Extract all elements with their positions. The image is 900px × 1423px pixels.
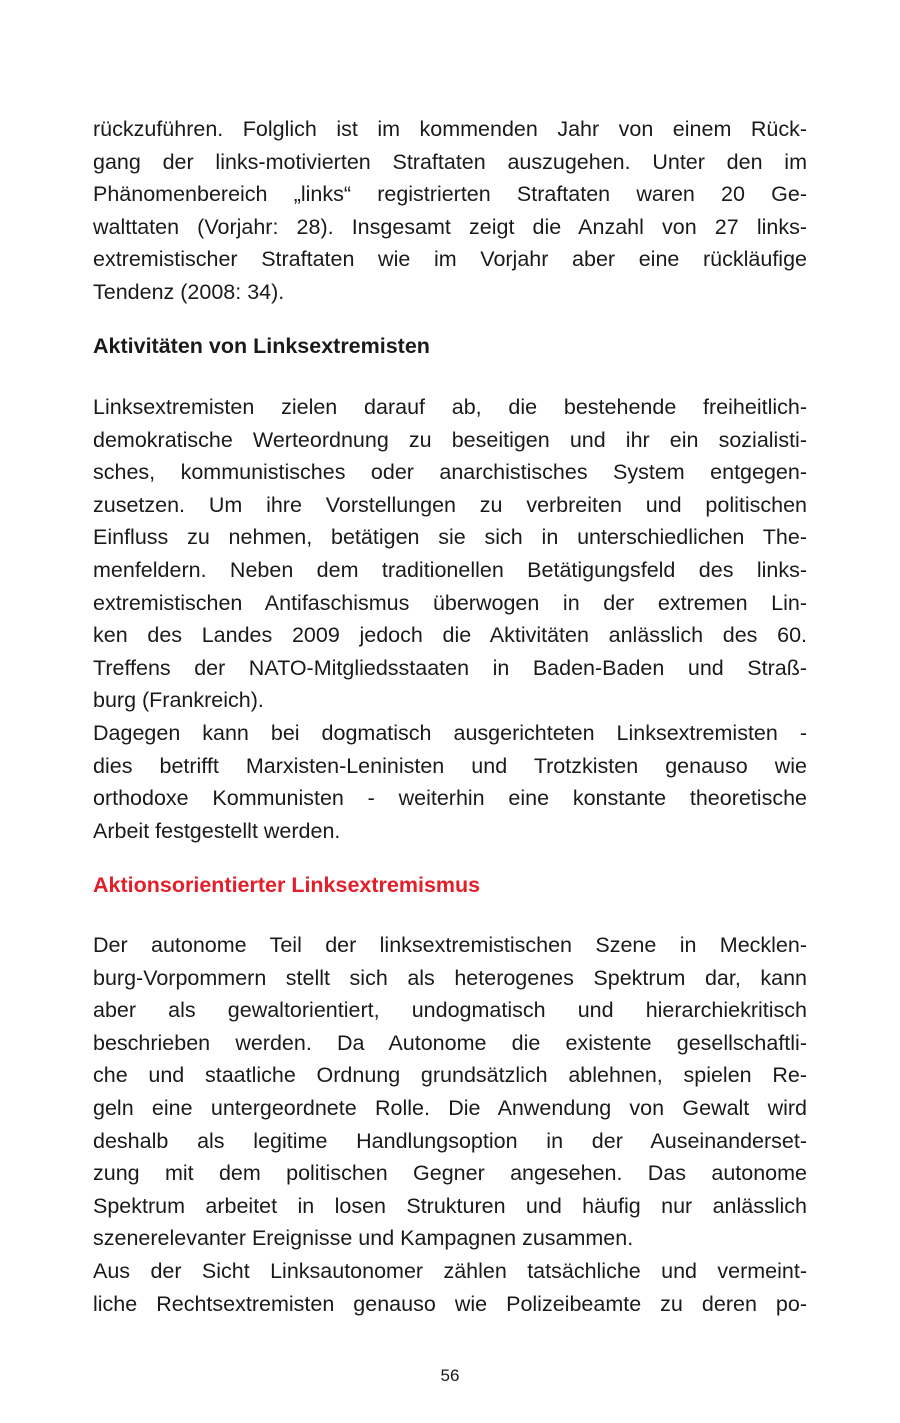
text-line: extremistischer Straftaten wie im Vorjahr aber eine rückläufige [93,247,807,272]
text-line: Phänomenbereich „links“ registrierten Straftaten waren 20 Ge- [93,182,807,207]
text-line: Treffens der NATO-Mitgliedsstaaten in Baden-Baden und Straß- [93,655,807,680]
text-line: menfeldern. Neben dem traditionellen Betätigungsfeld des links- [93,557,807,582]
text-line: burg (Frankreich). [93,688,264,713]
text-line: szenerelevanter Ereignisse und Kampagnen zusammen. [93,1226,634,1251]
text-line: Einfluss zu nehmen, betätigen sie sich in unterschiedlichen The- [93,525,807,550]
text-line: orthodoxe Kommunisten - weiterhin eine konstante theoretische [93,786,807,811]
text-line: sches, kommunistisches oder anarchistisches System entgegen- [93,460,807,485]
text-line: Aus der Sicht Linksautonomer zählen tatsächliche und vermeint- [93,1258,807,1283]
text-line: rückzuführen. Folglich ist im kommenden Jahr von einem Rück- [93,117,807,141]
text-line: Spektrum arbeitet in losen Strukturen und häufig nur anlässlich [93,1193,807,1218]
page-number: 56 [440,1366,460,1385]
text-line: Tendenz (2008: 34). [93,279,285,304]
text-line: aber als gewaltorientiert, undogmatisch und hierarchiekritisch [93,998,807,1023]
text-line: extremistischen Antifaschismus überwogen in der extremen Lin- [93,590,807,615]
paragraph-straftaten [93,113,807,309]
text-line: beschrieben werden. Da Autonome die existente gesellschaftli- [93,1030,807,1055]
text-line: Dagegen kann bei dogmatisch ausgerichteten Linksextremisten - [93,720,807,745]
paragraph-autonome [93,929,807,1320]
paragraph-linksextremisten [93,391,807,847]
text-line: liche Rechtsextremisten genauso wie Polizeibeamte zu deren po- [93,1291,807,1316]
text-line: walttaten (Vorjahr: 28). Insgesamt zeigt die Anzahl von 27 links- [93,214,807,239]
text-line: geln eine untergeordnete Rolle. Die Anwendung von Gewalt wird [93,1095,807,1120]
text-line: gang der links-motivierten Straftaten auszugehen. Unter den im [93,149,807,174]
text-line: demokratische Werteordnung zu beseitigen und ihr ein sozialisti- [93,427,807,452]
text-line: zusetzen. Um ihre Vorstellungen zu verbreiten und politischen [93,492,807,517]
text-line: che und staatliche Ordnung grundsätzlich ablehnen, spielen Re- [93,1063,807,1088]
heading-aktionsorientiert: Aktionsorientierter Linksextremismus [93,873,481,897]
heading-aktivitaeten: Aktivitäten von Linksextremisten [93,334,430,358]
text-line: zung mit dem politischen Gegner angesehen. Das autonome [93,1161,807,1186]
text-line: Der autonome Teil der linksextremistischen Szene in Mecklen- [93,933,807,957]
text-line: dies betrifft Marxisten-Leninisten und Trotzkisten genauso wie [93,753,807,778]
text-line: burg-Vorpommern stellt sich als heterogenes Spektrum dar, kann [93,965,807,990]
text-line: deshalb als legitime Handlungsoption in der Auseinanderset- [93,1128,807,1153]
text-line: Arbeit festgestellt werden. [93,818,341,843]
text-line: ken des Landes 2009 jedoch die Aktivitäten anlässlich des 60. [93,623,807,648]
text-line: Linksextremisten zielen darauf ab, die bestehende freiheitlich- [93,395,807,419]
